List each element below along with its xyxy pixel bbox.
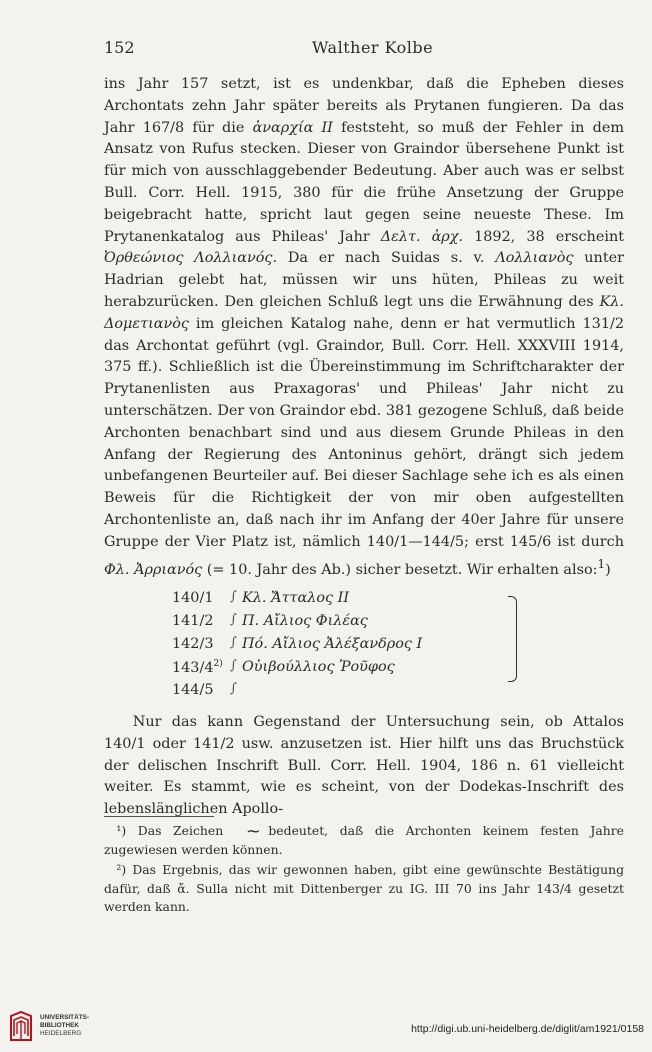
uncertain-mark: ∫ xyxy=(230,589,237,604)
text-segment: ins Jahr 157 setzt, ist es undenkbar, daß die Epheben dieses Archontats zehn Jahr später bereits als Prytanen fungieren. Da das Jahr 167/8 für die xyxy=(104,76,624,136)
text-segment: unter Hadrian gelebt hat, müssen wir uns hüten, Phileas zu weit herabzurücken. Den gleichen Schluß legt uns die Erwähnung des xyxy=(104,250,625,310)
text-segment: feststeht, so muß der Fehler in dem Ansatz von Rufus stecken. Dieser von Graindor übersehene Punkt ist für mich von ausschlaggebender Bedeutung. Aber auch was er selbst Bull. Corr. Hell. 1915, 380 für die frühe Ansetzung der Gruppe beigebracht hatte, spricht laut gegen seine neueste These. Im Prytanenkatalog aus Phileas' Jahr xyxy=(104,119,624,245)
greek-term: ἀναρχία ΙΙ xyxy=(252,119,333,136)
text-segment: 1892, 38 erscheint xyxy=(463,228,624,245)
archon-name: Κλ. Ἄτταλος ΙΙ xyxy=(242,590,350,606)
logo-line: HEIDELBERG xyxy=(40,1030,82,1037)
library-emblem-icon xyxy=(8,1010,34,1044)
archon-row xyxy=(172,636,532,658)
library-logo xyxy=(8,1010,108,1046)
archon-name: Οὐιβούλλιος Ῥοῦφος xyxy=(242,659,395,675)
archon-row xyxy=(172,590,532,612)
uncertain-mark: ∫ xyxy=(230,658,237,673)
footnote-1 xyxy=(104,822,624,859)
footnote-ref: 2) xyxy=(213,659,223,669)
archon-name: Πό. Αἴλιος Ἀλέξανδρος Ι xyxy=(242,636,423,652)
archon-year: 140/1 xyxy=(172,590,214,606)
archon-year: 141/2 xyxy=(172,613,214,629)
text-segment: (= 10. Jahr des Ab.) sicher besetzt. Wir erhalten also: xyxy=(202,561,598,578)
archon-year: 142/3 xyxy=(172,636,214,652)
footnote-text: bedeutet, daß die Archonten keinem festen Jahre zugewiesen werden können. xyxy=(104,823,624,857)
footnote-text: Das Ergebnis, das wir gewonnen haben, gibt eine gewünschte Bestätigung dafür, daß ἄ. Sulla nicht mit Dittenberger zu IG. III 70 ins Jahr 143/4 gesetzt werden kann. xyxy=(104,862,624,915)
running-head: Walther Kolbe xyxy=(312,38,434,57)
footnote-divider xyxy=(104,816,214,817)
paragraph-2: Nur das kann Gegenstand der Untersuchung sein, ob Attalos 140/1 oder 141/2 usw. anzusetzen ist. Hier hilft uns das Bruchstück der delischen Inschrift Bull. Corr. Hell. 1904, 186 n. 61 vielleicht weiter. Es stammt, wie es scheint, von der Dodekas-Inschrift des lebenslänglichen Apollo- xyxy=(104,714,624,818)
footnote-marker: ²) xyxy=(116,862,127,878)
archon-list xyxy=(172,590,532,708)
group-bracket xyxy=(508,596,517,682)
uncertain-mark: ∫ xyxy=(230,681,237,696)
archon-year: 144/5 xyxy=(172,682,214,698)
archon-year-value: 143/4 xyxy=(172,659,214,676)
footnote-marker: ¹) xyxy=(116,823,127,838)
page-header xyxy=(104,38,624,60)
uncertain-mark: ∫ xyxy=(230,635,237,650)
paragraph-1 xyxy=(104,74,624,581)
greek-name: Φλ. Ἀρριανός xyxy=(104,561,203,578)
greek-name: Κλ. Δομετιανὸς xyxy=(104,293,624,332)
footnote-ref: 1 xyxy=(597,556,606,571)
logo-line: BIBLIOTHEK xyxy=(40,1022,80,1029)
page-number: 152 xyxy=(104,38,135,57)
archon-name: Π. Αἴλιος Φιλέας xyxy=(242,613,368,629)
source-url[interactable]: http://digi.ub.uni-heidelberg.de/diglit/am1921/0158 xyxy=(411,1023,644,1035)
footnote-text: Das Zeichen xyxy=(126,823,235,838)
greek-name: Λολλιανὸς xyxy=(495,250,574,267)
footnotes xyxy=(104,822,624,919)
tilde-sign-icon: ⁓ xyxy=(247,823,260,838)
archon-row xyxy=(172,613,532,635)
archon-year xyxy=(172,659,228,676)
archon-row xyxy=(172,682,532,704)
footnote-2 xyxy=(104,861,624,917)
archon-row xyxy=(172,659,532,681)
uncertain-mark: ∫ xyxy=(230,612,237,627)
library-name xyxy=(40,1014,89,1038)
text-segment: Da er nach Suidas s. v. xyxy=(277,250,496,267)
greek-name: Ὀρθεώνιος Λολλιανός. xyxy=(104,250,278,267)
logo-line: UNIVERSITÄTS- xyxy=(40,1014,89,1021)
text-segment: im gleichen Katalog nahe, denn er hat vermutlich 131/2 das Archontat geführt (vgl. Graindor, Bull. Corr. Hell. XXXVIII 1914, 375 ff.). Schließlich ist die Übereinstimmung im Schriftcharakter der Prytanenlisten aus Praxagoras' und Phileas' Jahr nicht zu unterschätzen. Der von Graindor ebd. 381 gezogene Schluß, daß beide Archonten benachbart sind und aus diesem Grunde Phileas in den Anfang der Regierung des Antoninus gehört, drängt sich jedem unbefangenen Beurteiler auf. Bei dieser Sachlage sehe ich es als einen Beweis für die Richtigkeit der von mir oben aufgestellten Archontenliste an, daß nach ihr im Anfang der 40er Jahre für unsere Gruppe der Vier Platz ist, nämlich 140/1—144/5; erst 145/6 ist durch xyxy=(104,315,624,550)
journal-abbreviation: Δελτ. ἀρχ. xyxy=(380,228,464,245)
text-segment: ) xyxy=(605,561,611,578)
